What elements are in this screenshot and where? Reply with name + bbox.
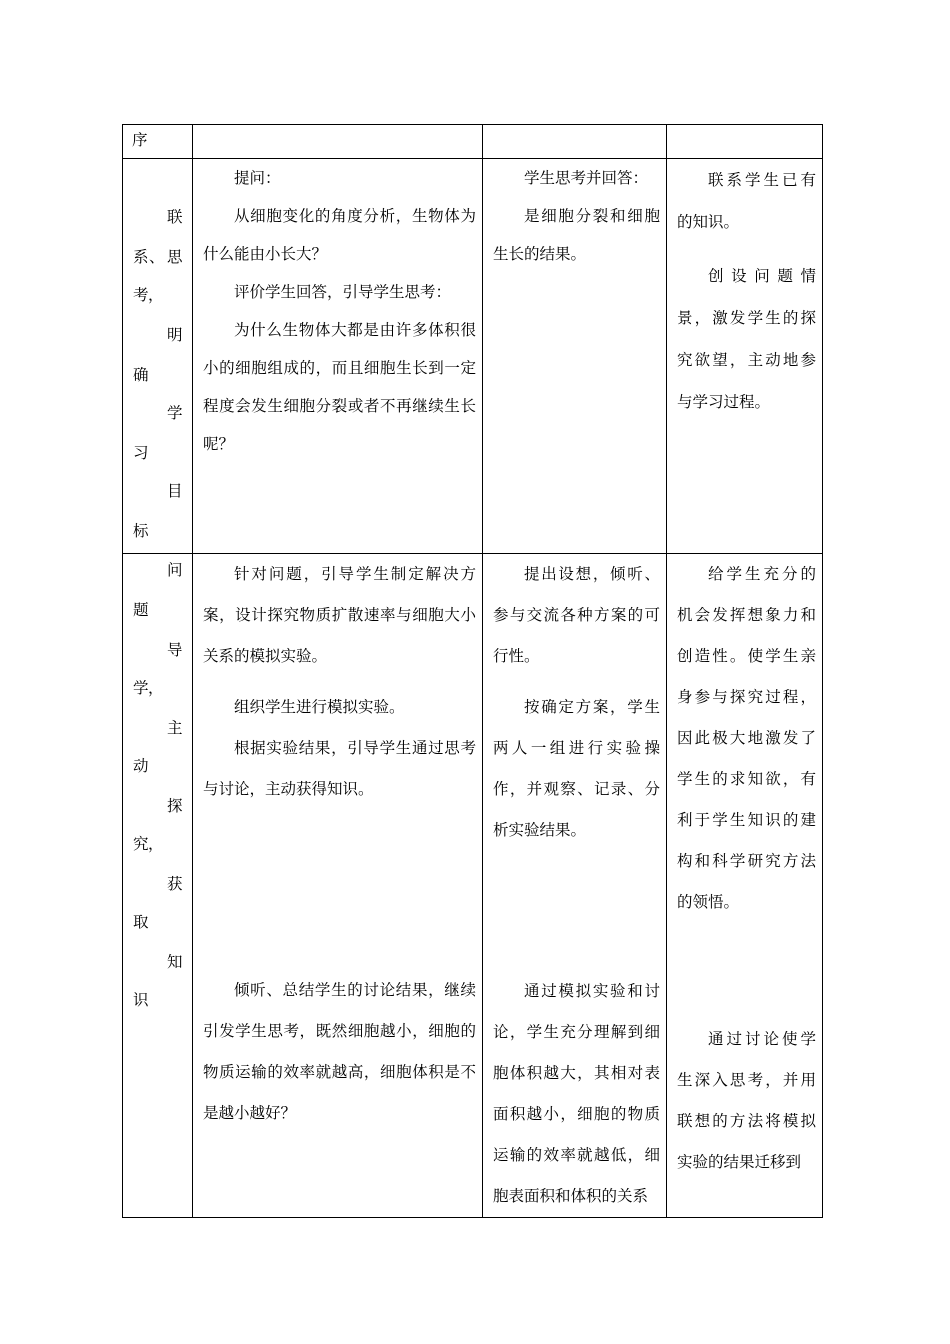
intent-cell-2 <box>667 554 823 1218</box>
stage-char: 联 <box>167 208 183 226</box>
stage-cell-header <box>123 125 193 159</box>
teacher-text: 根据实验结果，引导学生通过思考与讨论，主动获得知识。 <box>203 739 476 798</box>
stage-char: 确 <box>133 366 149 384</box>
student-text: 通过模拟实验和讨论，学生充分理解到细胞体积越大，其相对表面积越小，细胞的物质运输的效率就越低，细胞表面积和体积的关系 <box>493 982 660 1205</box>
stage-cell-1 <box>123 159 193 554</box>
teacher-cell-header <box>193 125 483 159</box>
teacher-cell-1 <box>193 159 483 554</box>
intent-text: 创设问题情景，激发学生的探究欲望，主动地参与学习过程。 <box>677 267 816 411</box>
stage-char: 取 <box>133 913 149 931</box>
teacher-text: 为什么生物体大都是由许多体积很小的细胞组成的，而且细胞生长到一定程度会发生细胞分裂或者不再继续生长呢？ <box>203 321 476 453</box>
intent-text: 通过讨论使学生深入思考，并用联想的方法将模拟实验的结果迁移到 <box>677 1030 816 1171</box>
student-cell-1 <box>483 159 667 554</box>
stage-char: 获 <box>167 875 183 893</box>
teacher-text: 从细胞变化的角度分析，生物体为什么能由小长大？ <box>203 207 476 263</box>
stage-char: ， <box>148 679 164 697</box>
stage-char: 标 <box>133 522 149 540</box>
teacher-text: 提问： <box>234 169 281 187</box>
stage-char: 明 <box>167 326 183 344</box>
stage-char: 习 <box>133 444 149 462</box>
stage-char: 动 <box>133 757 149 775</box>
intent-text: 联系学生已有的知识。 <box>677 171 816 231</box>
stage-char: 考 <box>133 286 149 304</box>
teacher-text: 倾听、总结学生的讨论结果，继续引发学生思考，既然细胞越小，细胞的物质运输的效率就越高，细胞体积是不是越小越好？ <box>203 981 476 1122</box>
student-text: 提出设想，倾听、参与交流各种方案的可行性。 <box>493 565 660 665</box>
teacher-cell-2 <box>193 554 483 1218</box>
lesson-plan-table <box>122 124 823 1218</box>
stage-char: 究 <box>133 835 149 853</box>
table-row-stage-1 <box>123 159 823 554</box>
intent-text: 给学生充分的机会发挥想象力和创造性。使学生亲身参与探究过程，因此极大地激发了学生的求知欲，有利于学生知识的建构和科学研究方法的领悟。 <box>677 565 816 911</box>
student-text: 按确定方案，学生两人一组进行实验操作，并观察、记录、分析实验结果。 <box>493 698 660 839</box>
table-row-header-fragment <box>123 125 823 159</box>
stage-char: ， <box>148 835 164 853</box>
teacher-text: 评价学生回答，引导学生思考： <box>234 283 452 301</box>
stage-char: 主 <box>167 719 183 737</box>
stage-char: 探 <box>167 797 183 815</box>
student-cell-header <box>483 125 667 159</box>
stage-char: 题 <box>133 601 149 619</box>
stage-char: 目 <box>167 482 183 500</box>
stage-char: 思 <box>167 248 183 266</box>
stage-char: 、 <box>149 248 165 266</box>
stage-char: 学 <box>133 679 149 697</box>
stage-char: 学 <box>167 404 183 422</box>
stage-char: 知 <box>167 953 183 971</box>
intent-cell-header <box>667 125 823 159</box>
intent-cell-1 <box>667 159 823 554</box>
stage-char: 系 <box>133 248 149 266</box>
stage-fragment-text: 序 <box>132 131 148 149</box>
teacher-text: 针对问题，引导学生制定解决方案，设计探究物质扩散速率与细胞大小关系的模拟实验。 <box>203 565 476 665</box>
table-row-stage-2 <box>123 554 823 1218</box>
stage-char: ， <box>148 286 164 304</box>
teacher-text: 组织学生进行模拟实验。 <box>234 698 405 716</box>
student-text: 学生思考并回答： <box>524 169 649 187</box>
stage-cell-2 <box>123 554 193 1218</box>
stage-char: 导 <box>167 641 183 659</box>
stage-char: 识 <box>133 991 149 1009</box>
stage-char: 问 <box>167 561 183 579</box>
student-text: 是细胞分裂和细胞生长的结果。 <box>493 207 660 263</box>
student-cell-2 <box>483 554 667 1218</box>
